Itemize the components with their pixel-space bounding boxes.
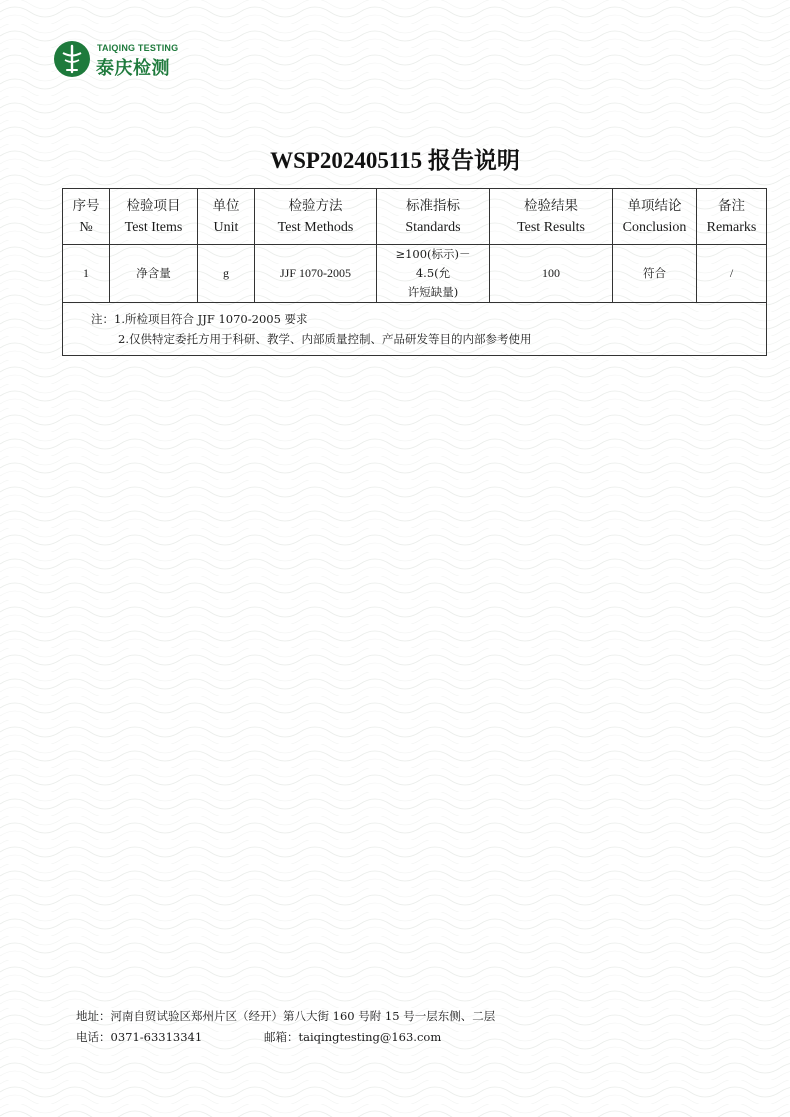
header-conclusion: 单项结论 Conclusion	[613, 189, 697, 245]
report-title: WSP202405115 报告说明	[270, 148, 520, 173]
logo-english-name: TAIQING TESTING	[97, 43, 179, 53]
notes-cell	[63, 303, 767, 356]
cell-standard: ≥100(标示)－4.5(允 许短缺量)	[377, 245, 490, 303]
note-line-1: 注：1.所检项目符合 JJF 1070-2005 要求	[91, 312, 308, 326]
footer-email: 邮箱：taiqingtesting@163.com	[264, 1030, 442, 1044]
note-line-2: 2.仅供特定委托方用于科研、教学、内部质量控制、产品研发等目的内部参考使用	[118, 332, 532, 346]
footer-address: 地址：河南自贸试验区郑州片区（经开）第八大街 160 号附 15 号一层东侧、二层	[76, 1009, 496, 1023]
taiqing-logo-icon	[53, 40, 91, 78]
cell-conclusion: 符合	[613, 245, 697, 303]
header-test-methods: 检验方法 Test Methods	[255, 189, 377, 245]
header-no: 序号 №	[63, 189, 110, 245]
company-logo	[53, 40, 193, 84]
header-test-results: 检验结果 Test Results	[490, 189, 613, 245]
cell-no: 1	[63, 245, 110, 303]
table-header-row	[63, 189, 767, 245]
table-row	[63, 245, 767, 303]
header-test-items: 检验项目 Test Items	[110, 189, 198, 245]
footer-contact	[76, 1027, 495, 1048]
header-unit: 单位 Unit	[198, 189, 255, 245]
notes-row	[63, 303, 767, 356]
cell-test-method: JJF 1070-2005	[255, 245, 377, 303]
header-remarks: 备注 Remarks	[697, 189, 767, 245]
header-standards: 标准指标 Standards	[377, 189, 490, 245]
cell-remarks: /	[697, 245, 767, 303]
results-table	[62, 188, 767, 356]
footer	[76, 1006, 495, 1048]
cell-test-result: 100	[490, 245, 613, 303]
cell-test-item: 净含量	[110, 245, 198, 303]
cell-unit: g	[198, 245, 255, 303]
footer-phone: 电话：0371-63313341	[76, 1030, 203, 1044]
logo-chinese-name: 泰庆检测	[96, 58, 170, 79]
